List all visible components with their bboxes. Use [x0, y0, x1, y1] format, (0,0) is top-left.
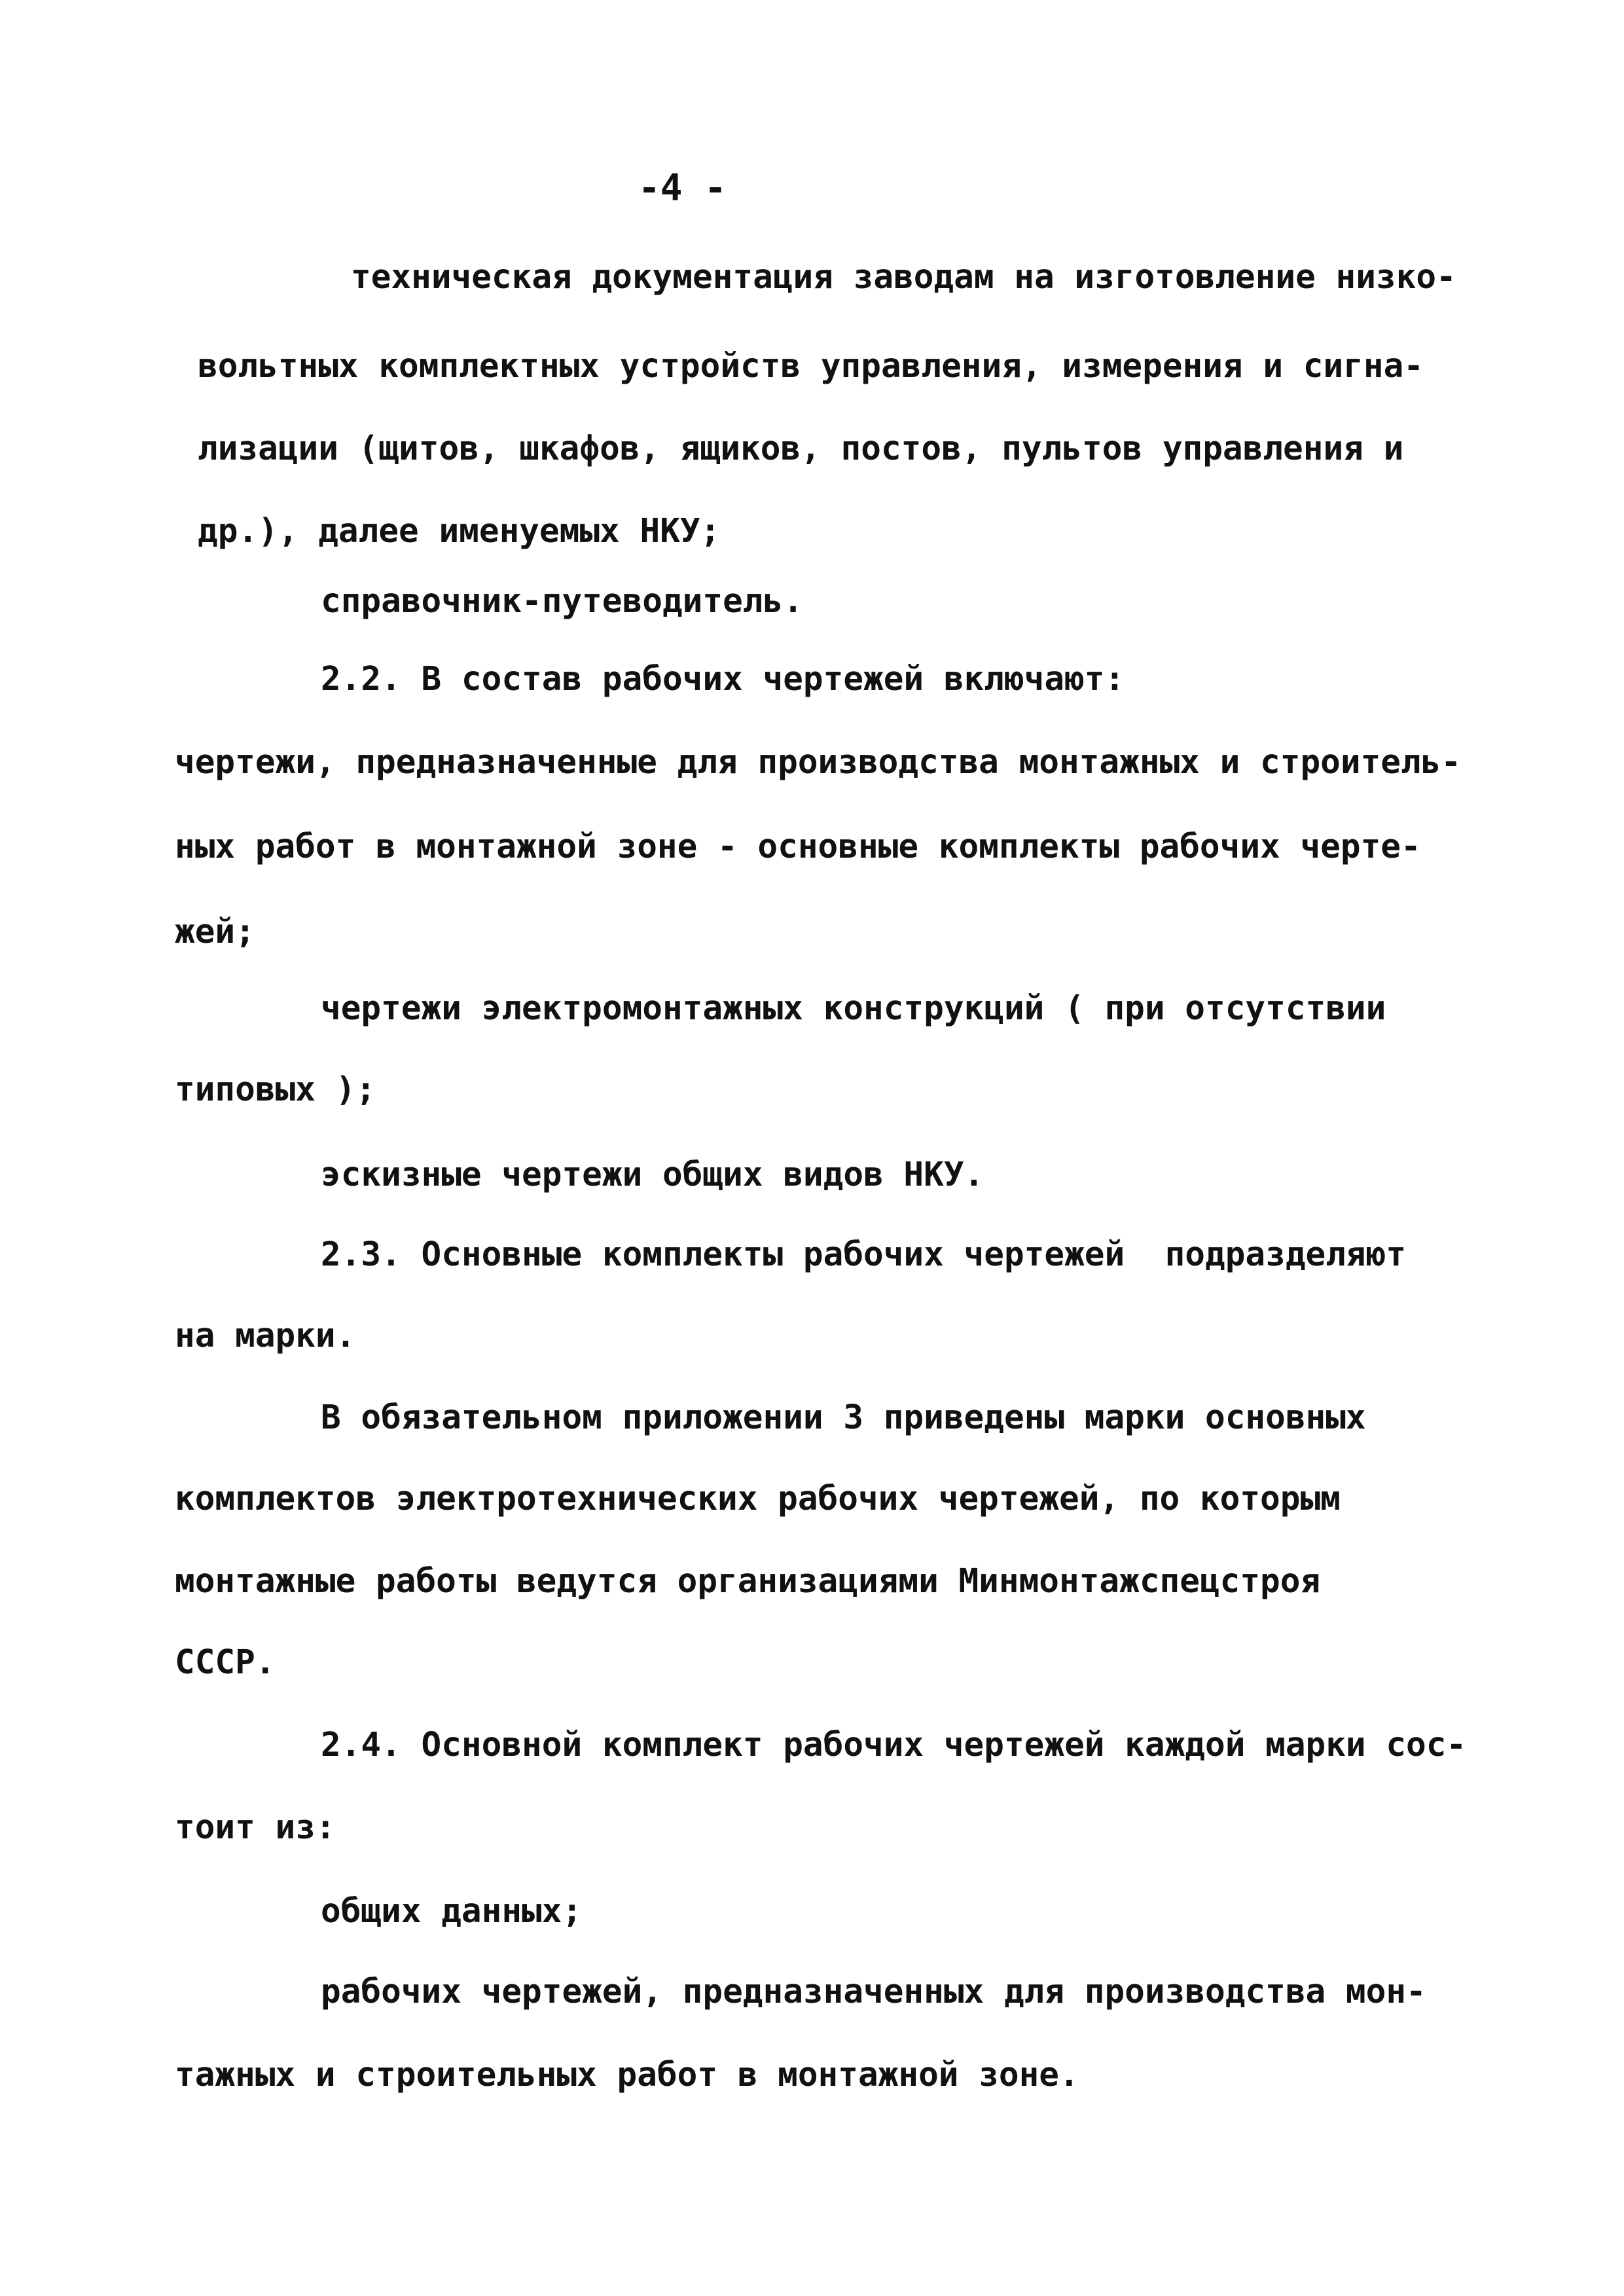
text-line: комплектов электротехнических рабочих чертежей, по которым	[175, 1480, 1341, 1518]
text-line: 2.3. Основные комплекты рабочих чертежей подразделяют	[321, 1235, 1407, 1274]
text-line: вольтных комплектных устройств управления, измерения и сигна-	[198, 347, 1424, 386]
text-line: ных работ в монтажной зоне - основные комплекты рабочих черте-	[175, 828, 1421, 866]
text-line: тоит из:	[175, 1808, 336, 1847]
text-line: жей;	[175, 913, 255, 951]
text-line: чертежи электромонтажных конструкций ( при отсутствии	[321, 989, 1386, 1028]
text-line: 2.2. В состав рабочих чертежей включают:	[321, 660, 1125, 699]
text-line: общих данных;	[321, 1892, 583, 1931]
text-line: техническая документация заводам на изготовление низко-	[351, 258, 1456, 297]
text-line: В обязательном приложении 3 приведены марки основных	[321, 1398, 1366, 1437]
text-line: справочник-путеводитель.	[321, 582, 803, 621]
text-line: чертежи, предназначенные для производства монтажных и строитель-	[175, 743, 1462, 782]
text-line: типовых );	[175, 1070, 376, 1109]
text-line: СССР.	[175, 1643, 276, 1682]
text-line: лизации (щитов, шкафов, ящиков, постов, пультов управления и	[198, 429, 1404, 468]
text-line: рабочих чертежей, предназначенных для производства мон-	[321, 1973, 1426, 2011]
text-line: эскизные чертежи общих видов НКУ.	[321, 1156, 984, 1194]
page-number: -4 -	[638, 167, 727, 210]
text-line: тажных и строительных работ в монтажной зоне.	[175, 2056, 1079, 2094]
text-line: 2.4. Основной комплект рабочих чертежей каждой марки сос-	[321, 1726, 1467, 1764]
text-line: др.), далее именуемых НКУ;	[198, 512, 721, 551]
text-line: монтажные работы ведутся организациями Минмонтажспецстроя	[175, 1562, 1321, 1601]
text-line: на марки.	[175, 1317, 356, 1355]
